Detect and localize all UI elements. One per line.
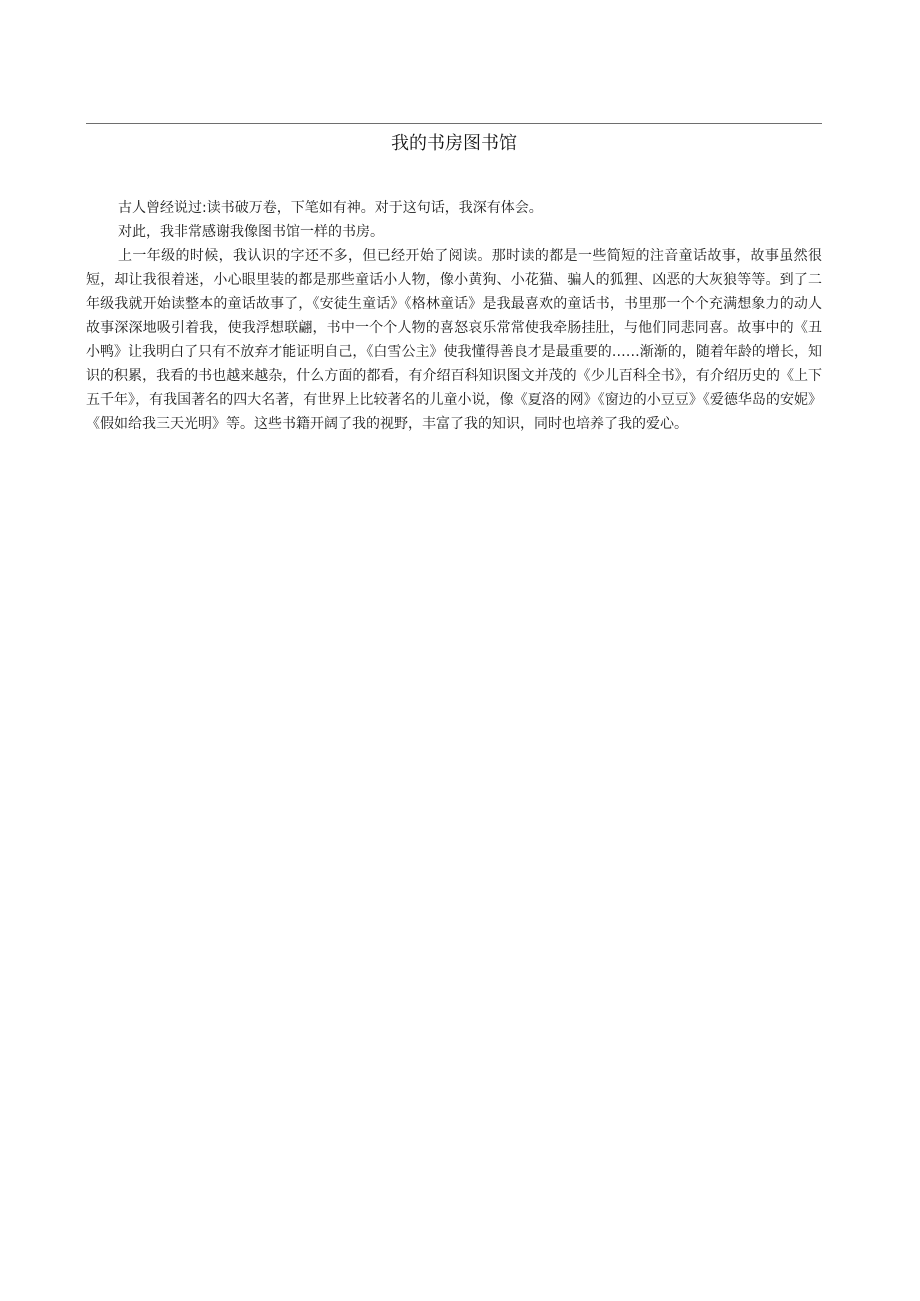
document-title: 我的书房图书馆: [391, 133, 517, 154]
paragraph-2: 对此，我非常感谢我像图书馆一样的书房。: [118, 224, 384, 240]
paragraph-3: 上一年级的时候，我认识的字还不多，但已经开始了阅读。那时读的都是一些简短的注音童话故事，故事虽然很短，却让我很着迷，小心眼里装的都是那些童话小人物，像小黄狗、小花猫、骗人的狐狸、凶恶的大灰狼等等。到了二年级我就开始读整本的童话故事了，《安徒生童话》《格林童话》是我最喜欢的童话书，书里那一个个充满想象力的动人故事深深地吸引着我，使我浮想联翩，书中一个个人物的喜怒哀乐常常使我牵肠挂肚，与他们同悲同喜。故事中的《丑小鸭》让我明白了只有不放弃才能证明自己，《白雪公主》使我懂得善良才是最重要的……渐渐的，随着年龄的增长，知识的积累，我看的书也越来越杂，什么方面的都看，有介绍百科知识图文并茂的《少儿百科全书》，有介绍历史的《上下五千年》，有我国著名的四大名著，有世界上比较著名的儿童小说，像《夏洛的网》《窗边的小豆豆》《爱德华岛的安妮》《假如给我三天光明》等。这些书籍开阔了我的视野，丰富了我的知识，同时也培养了我的爱心。: [86, 248, 822, 432]
paragraph-1: 古人曾经说过:读书破万卷，下笔如有神。对于这句话，我深有体会。: [118, 200, 543, 216]
header-rule: [86, 123, 822, 124]
document-body: [86, 196, 822, 436]
